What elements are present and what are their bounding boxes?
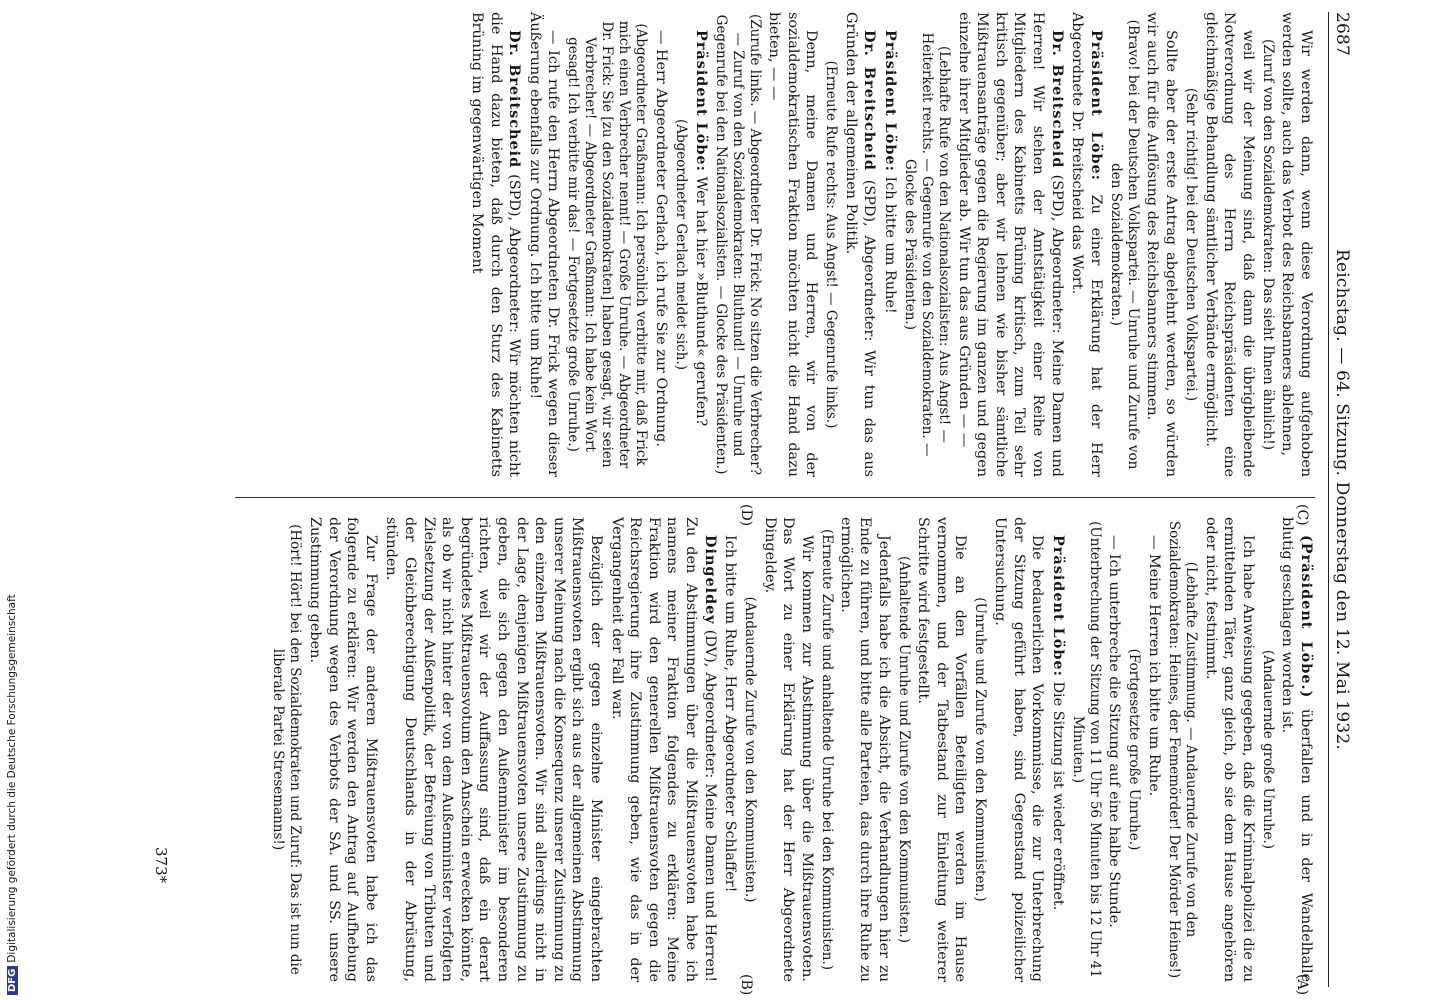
- speaker-name: Dr. Breitscheid: [861, 30, 879, 171]
- paragraph-text: (Erneute Rufe rechts: Aus Angst! — Gegenrufe links.): [823, 60, 840, 429]
- margin-marker-a: (A): [1294, 974, 1310, 996]
- paragraph: [721, 517, 740, 982]
- paragraph: [837, 517, 893, 982]
- paragraph: [990, 517, 1046, 982]
- speaker-paragraph: [1068, 12, 1105, 477]
- paragraph-text: Die an den Vorfällen Beteiligten werden im Hause vernommen, und der Tatbestand zur Einleitung weiterer Schritte wird festgestellt.: [915, 517, 969, 982]
- paragraph: [1105, 517, 1124, 982]
- paragraph-text: (Zuruf von den Sozialdemokraten: Das sieht Ihnen ähnlich!): [1259, 39, 1276, 450]
- paragraph-text: (Anhaltende Unruhe und Zurufe von den Kommunisten.): [895, 556, 912, 943]
- paragraph-text: Wir kommen zur Abstimmung über die Mißtrauensvoten. Das Wort zu einer Erklärung hat der Herr Abgeordnete Dingeldey.: [761, 517, 815, 982]
- paragraph-text: (Hört! Hört! bei den Sozialdemokraten und Zuruf: Das ist nun die liberale Partei Stresemanns!): [270, 524, 304, 975]
- paragraph-text: überfallen und in der Wandelhalle blutig geschlagen worden ist.: [1279, 517, 1314, 982]
- paragraph-text: Sollte aber der erste Antrag abgelehnt werden, so würden wir auch für die Auflösung des Reichsbanners stimmen.: [1144, 12, 1180, 477]
- speaker-name: Präsident Löbe:: [882, 30, 900, 172]
- paragraph: [760, 517, 816, 982]
- speaker-name: (Präsident Löbe.): [1298, 535, 1315, 699]
- paragraph-text: (Lebhafte Zustimmung. — Andauernde Zurufe von den Sozialdemokraten: Heines, der Fememörder! Der Mörder Heines!): [1166, 520, 1200, 979]
- paragraph-text: (Bravo! bei der Deutschen Volkspartei. — Unruhe und Zurufe von den Sozialdemokraten.): [1107, 19, 1141, 470]
- stage-direction: [1259, 517, 1276, 982]
- paragraph-text: Jedenfalls habe ich die Absicht, die Verhandlungen hier zu Ende zu führen, und bitte alle Parteien, das durch ihre Ruhe zu ermöglichen.: [838, 517, 892, 982]
- stage-direction: [269, 517, 303, 982]
- paragraph-text: Ich habe Anweisung gegeben, daß die Kriminalpolizei die zu ermittelnden Täter, ganz gleich, ob sie dem Hause angehören oder nicht, festnimmt.: [1202, 517, 1256, 982]
- paragraph-text: — Ich rufe den Herrn Abgeordneten Dr. Frick wegen dieser Äußerung ebenfalls zur Ordnung. Ich bitte um Ruhe!: [526, 12, 562, 477]
- stage-direction: [564, 12, 649, 477]
- paragraph-text: (Fortgesetzte große Unruhe.): [1126, 648, 1143, 851]
- speaker-paragraph: [467, 12, 523, 477]
- stage-direction: [1125, 517, 1142, 982]
- speaker-paragraph: [607, 517, 719, 982]
- stage-direction: [901, 12, 952, 477]
- sheet-signature: 373*: [152, 847, 170, 884]
- paragraph: [1201, 517, 1257, 982]
- speaker-name: Präsident Löbe:: [692, 30, 710, 172]
- stage-direction: [822, 12, 839, 477]
- paragraph-text: Die Sitzung ist wieder eröffnet.: [1049, 681, 1066, 911]
- paragraph-text: weil wir der Meinung sind, daß dann die übrigbleibende Notverordnung des Herrn Reichspräsidenten eine gleichmäßige Behandlung sämtlicher Verbände ermöglicht.: [1202, 12, 1256, 477]
- paragraph: [914, 517, 970, 982]
- paragraph: [1278, 12, 1315, 477]
- rotated-text-sheet: [95, 12, 1355, 996]
- paragraph-text: Wir werden dann, wenn diese Verordnung aufgehoben werden sollte, auch das Verbot des Reichsbanners ablehnen,: [1279, 12, 1314, 477]
- speaker-paragraph: [954, 12, 1066, 477]
- paragraph: [765, 12, 821, 477]
- paragraph-text: Die bedauerlichen Vorkommnisse, die zur Unterbrechung der Sitzung geführt haben, sind Gegenstand polizeilicher Untersuchung.: [992, 517, 1046, 982]
- paragraph: [1144, 517, 1163, 982]
- stage-direction: [971, 517, 988, 982]
- paragraph-text: — Ich unterbreche die Sitzung auf eine halbe Stunde.: [1106, 535, 1123, 928]
- stage-direction: [1165, 517, 1199, 982]
- page-title: Reichstag. — 64. Sitzung. Donnerstag den 12. Mai 1932.: [1332, 249, 1353, 750]
- margin-marker-b: (B): [738, 974, 754, 996]
- paragraph-text: Denn, meine Damen und Herren, wir von der sozialdemokratischen Fraktion möchten nicht die Hand dazu bieten, — —: [766, 12, 820, 477]
- page-header: [1328, 12, 1355, 987]
- margin-marker-d: (D): [738, 504, 754, 527]
- speaker-paragraph: [1278, 517, 1315, 982]
- paragraph-text: (Andauernde Zurufe von den Kommunisten.): [742, 596, 759, 903]
- speaker-name: Präsident Löbe:: [1049, 535, 1067, 677]
- paragraph: [1143, 12, 1180, 477]
- paragraph: [525, 12, 562, 477]
- paragraph: [1201, 12, 1257, 477]
- paragraph-text: Zur Frage der anderen Mißtrauensvoten habe ich das folgende zu erklären: Wir werden den Antrag auf Aufhebung der Verordnung wegen des Verbots der SA. und SS. unsere Zustimmung geben.: [307, 517, 379, 982]
- speaker-name: Präsident Löbe:: [1087, 30, 1105, 181]
- speaker-paragraph: [1048, 517, 1067, 982]
- text-column-left: [175, 517, 1315, 982]
- speaker-name: Dr. Breitscheid: [1048, 30, 1066, 169]
- paragraph-text: Zu einer Erklärung hat der Herr Abgeordnete Dr. Breitscheid das Wort.: [1069, 12, 1104, 477]
- stage-direction: [1182, 12, 1199, 477]
- speaker-paragraph: [841, 12, 878, 477]
- stage-direction: [1069, 517, 1103, 982]
- paragraph-text: Bezüglich der gegen einzelne Minister eingebrachten Mißtrauensvoten ergibt sich aus der allgemeinen Abstimmung unserer Meinung nach die Konsequenz unserer Zustimmung zu den einzelnen Mißtrauensvoten. Wir sind allerdings nicht in der Lage, denjenigen Mißtrauensvoten unsere Zustimmung zu geben, die sich gegen den Außenminister im besonderen richten, weil wir der Auffassung sind, daß ein derart begründetes Mißtrauensvotum den Anschein erwecken könnte, als ob wir nicht hinter der von dem Außenminister verfolgten Zielsetzung der Außenpolitik, der Befreiung von Tributen und der Gleichberechtigung Deutschlands in der Abrüstung, stünden.: [383, 517, 604, 982]
- paragraph-text: Ich bitte um Ruhe, Herr Abgeordneter Schlaffer!: [722, 535, 739, 893]
- digitization-credit: [0, 0, 24, 995]
- paragraph: [305, 517, 379, 982]
- paragraph-text: (DV), Abgeordneter: Meine Damen und Herren! Zu den Abstimmungen über die Mißtrauensvoten habe ich namens meiner Fraktion folgendes zu erklären: Meine Fraktion wird den generellen Mißtrauensvoten gegen die Reichsregierung ihre Zustimmung geben, wie das in der Vergangenheit der Fall war.: [608, 517, 718, 982]
- speaker-paragraph: [881, 12, 900, 477]
- paragraph-text: (Andauernde große Unruhe.): [1259, 649, 1276, 850]
- paragraph-text: (SPD), Abgeordneter: Wir möchten nicht die Hand dazu bieten, daß durch den Sturz des Kabinetts Brüning im gegenwärtigen Moment: [468, 12, 523, 477]
- paragraph-text: (Lebhafte Rufe von den Nationalsozialisten: Aus Angst! — Heiterkeit rechts. — Gegenrufe von den Sozialdemokraten. — Glocke des Präsidenten.): [902, 32, 953, 457]
- paragraph-text: (Zurufe links. — Abgeordneter Dr. Frick: No sitzen die Verbrecher? — Zuruf von den Sozialdemokraten: Bluthund! — Unruhe und Gegenrufe bei den Nationalsozialisten. — Glocke des Präsidenten.): [712, 14, 763, 475]
- paragraph-text: (Unruhe und Zurufe von den Kommunisten.): [972, 597, 989, 902]
- paragraph-text: (SPD), Abgeordneter: Wir tun das aus Gründen der allgemeinen Politik.: [842, 12, 878, 477]
- text-column-right: [175, 12, 1315, 477]
- dfg-logo: DFG: [7, 966, 18, 995]
- speaker-name: Dingeldey: [701, 535, 719, 625]
- stage-direction: [818, 517, 835, 982]
- paragraph-text: (Sehr richtig! bei der Deutschen Volkspartei.): [1183, 87, 1200, 402]
- stage-direction: [1107, 12, 1141, 477]
- paragraph-text: — Herr Abgeordneter Gerlach, ich rufe Sie zur Ordnung.: [652, 30, 669, 447]
- speaker-paragraph: [691, 12, 710, 477]
- page-number: 2687: [1332, 12, 1353, 57]
- stage-direction: [895, 517, 912, 982]
- margin-marker-c: (C): [1294, 504, 1310, 526]
- paragraph-text: (Abgeordneter Graßmann: Ich persönlich verbitte mir, daß Frick mich einen Verbrecher nennt! — Große Unruhe. — Abgeordneter Dr. Frick: Sie [zu den Sozialdemokraten] haben gesagt, wir seien Verbrecher! — Abgeordneter Graßmann: Ich habe kein Wort gesagt! Ich verbitte mir das! — Fortgesetzte große Unruhe.): [565, 20, 650, 469]
- stage-direction: [1259, 12, 1276, 477]
- paragraph-text: (SPD), Abgeordneter: Meine Damen und Herren! Wir stehen der Amtstätigkeit einer Reihe von Mitgliedern des Kabinetts Brüning kritisch, zum Teil sehr kritisch gegenüber; aber wir lehnen wie bisher sämtliche Mißtrauensanträge gegen die Regierung im ganzen und gegen einzelne ihrer Mitglieder ab. Wir tun das aus Gründen — —: [955, 12, 1065, 477]
- stage-direction: [741, 517, 758, 982]
- stage-direction: [672, 12, 689, 477]
- speaker-name: Dr. Breitscheid: [506, 30, 524, 169]
- paragraph-text: (Abgeordneter Gerlach meldet sich.): [672, 118, 689, 370]
- paragraph: [382, 517, 605, 982]
- paragraph-text: — Meine Herren ich bitte um Ruhe.: [1146, 535, 1163, 797]
- paragraph: [651, 12, 670, 477]
- column-divider: [235, 497, 1315, 498]
- paragraph-text: (Unterbrechung der Sitzung von 11 Uhr 56 Minuten bis 12 Uhr 41 Minuten.): [1069, 521, 1103, 978]
- paragraph-text: Ich bitte um Ruhe!: [882, 176, 899, 314]
- paragraph-text: Wer hat hier »Bluthund« gerufen?: [692, 176, 709, 427]
- credit-text: Digitalisierung gefördert durch die Deutsche Forschungsgemeinschaft: [6, 594, 18, 963]
- stage-direction: [712, 12, 763, 477]
- paragraph-text: (Erneute Zurufe und anhaltende Unruhe bei den Kommunisten.): [818, 528, 835, 971]
